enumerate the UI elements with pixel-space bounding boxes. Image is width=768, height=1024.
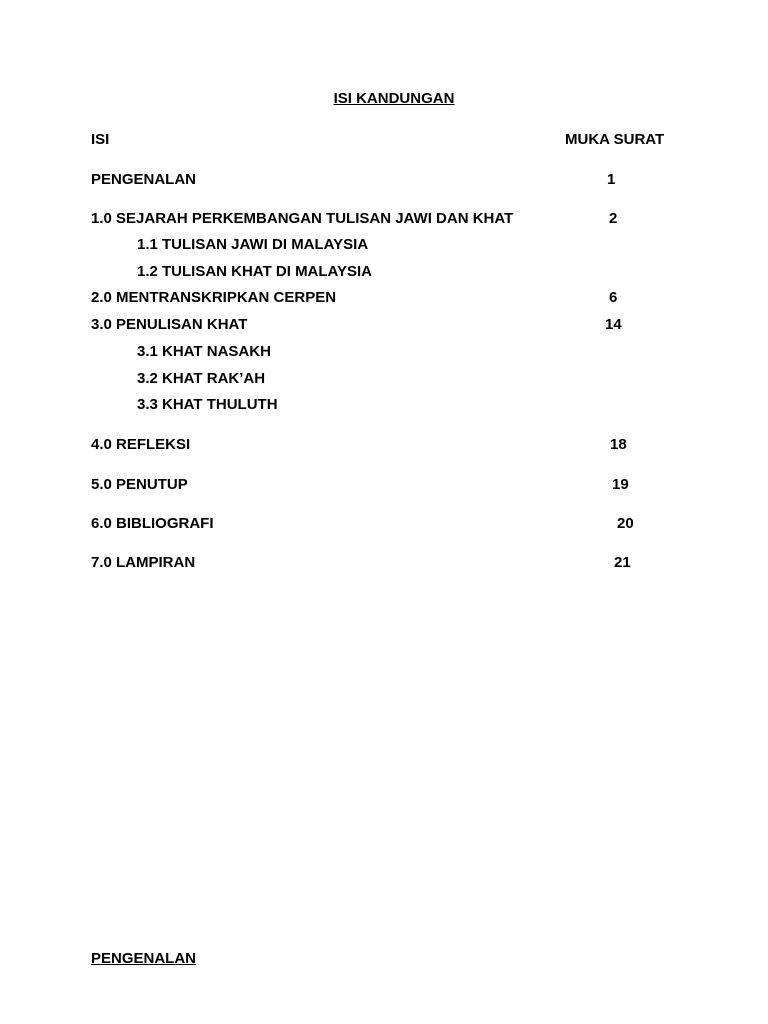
page-title: ISI KANDUNGAN — [333, 90, 455, 107]
toc-entry — [91, 553, 691, 573]
toc-subentry — [91, 262, 691, 282]
toc-entry-label: 6.0 BIBLIOGRAFI — [91, 515, 214, 532]
toc-entry-page: 18 — [610, 436, 627, 453]
toc-entry — [91, 435, 691, 455]
toc-subentry-label: 3.1 KHAT NASAKH — [137, 343, 271, 360]
toc-subentry-label: 1.2 TULISAN KHAT DI MALAYSIA — [137, 263, 373, 280]
toc-subentry — [91, 369, 691, 389]
toc-subentry-label: 1.1 TULISAN JAWI DI MALAYSIA — [137, 236, 369, 253]
toc-entry — [91, 514, 691, 534]
toc-entry-label: PENGENALAN — [91, 171, 197, 188]
toc-entry-label: 3.0 PENULISAN KHAT — [91, 316, 248, 333]
toc-subentry-label: 3.2 KHAT RAK’AH — [137, 370, 266, 387]
toc-header-row — [91, 130, 691, 150]
toc-entry-page: 2 — [609, 210, 618, 227]
toc-subentry-label: 3.3 KHAT THULUTH — [137, 396, 278, 413]
toc-entry — [91, 315, 691, 335]
section-heading: PENGENALAN — [91, 950, 197, 967]
toc-subentry — [91, 342, 691, 362]
toc-entry — [91, 209, 691, 229]
toc-entry-page: 1 — [607, 171, 616, 188]
toc-entry — [91, 475, 691, 495]
toc-entry-page: 19 — [612, 476, 629, 493]
toc-entry-label: 1.0 SEJARAH PERKEMBANGAN TULISAN JAWI DAN KHAT — [91, 210, 514, 227]
toc-entry-page: 21 — [614, 554, 631, 571]
toc-entry-page: 20 — [617, 515, 634, 532]
toc-subentry — [91, 235, 691, 255]
toc-entry — [91, 170, 691, 190]
toc-entry-label: 4.0 REFLEKSI — [91, 436, 191, 453]
toc-entry-page: 14 — [605, 316, 622, 333]
toc-entry-label: 2.0 MENTRANSKRIPKAN CERPEN — [91, 289, 337, 306]
toc-header-page: MUKA SURAT — [565, 131, 665, 148]
toc-header-contents: ISI — [91, 131, 110, 148]
toc-entry-label: 5.0 PENUTUP — [91, 476, 188, 493]
toc-subentry — [91, 395, 691, 415]
toc-entry-page: 6 — [609, 289, 618, 306]
toc-entry-label: 7.0 LAMPIRAN — [91, 554, 196, 571]
toc-entry — [91, 288, 691, 308]
